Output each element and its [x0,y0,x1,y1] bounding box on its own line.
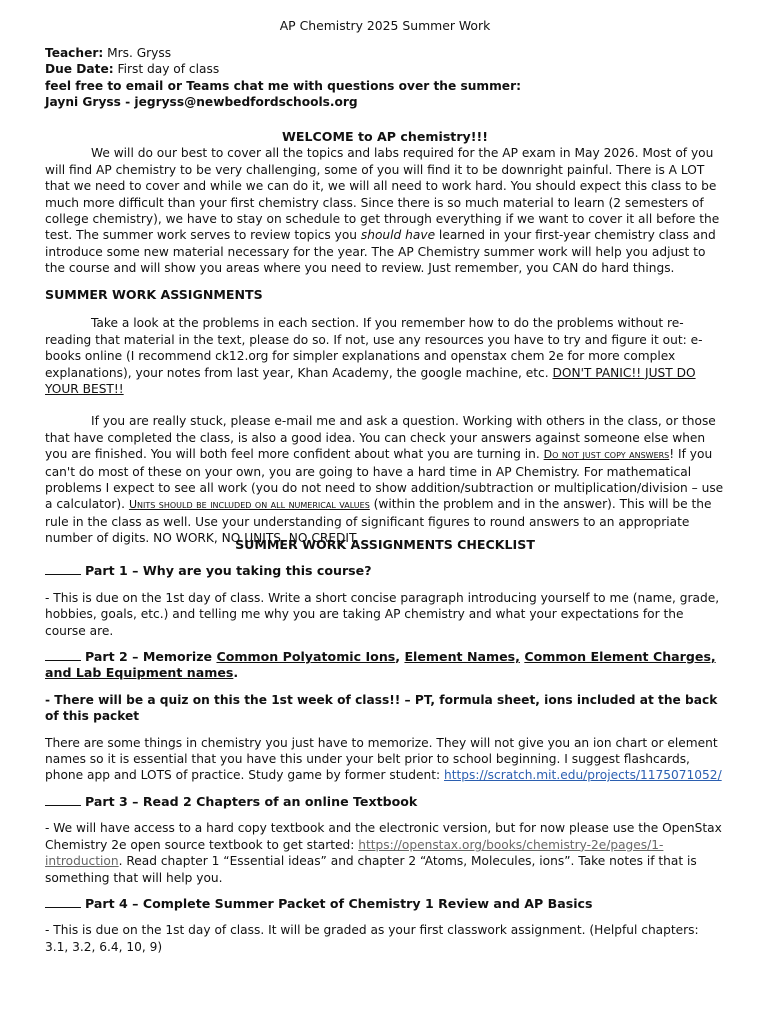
welcome-emphasis: should have [360,228,436,243]
welcome-text-a: We will do our best to cover all the topics and labs required for the AP exam in May 2026. Most of you will find AP chemistry to be very challenging, some of you will find it to be downright painful. There is A LOT that we need to cover and while we can do it, we will all need to work hard. You should expect this class to be much more difficult than your first chemistry class. Since there is so much material to learn (2 semesters of college chemistry), we have to stay on schedule to get through everything if we want to cover it all before the test. The summer work serves to review topics you [45,146,720,243]
welcome-text-b: learned in your first-year chemistry class and introduce some new material necessary for the year. The AP Chemistry summer work will help you adjust to the course and will show you areas where you need to review. Just remember, you CAN do hard things. [45,228,716,276]
contact-email: Jayni Gryss - jegryss@newbedfordschools.org [45,95,358,110]
part1-title: Part 1 – Why are you taking this course? [85,563,372,579]
part2-quiz-note: - There will be a quiz on this the 1st week of class!! – PT, formula sheet, ions included at the back of this packet [45,692,718,724]
part2-heading [45,649,725,682]
part3-text [45,820,725,886]
part3-heading [45,794,725,810]
part2-prefix: Part 2 – Memorize [85,649,217,665]
part2-polyatomic-ions: Common Polyatomic Ions [216,649,396,665]
teacher-line [45,45,725,61]
part2-sep-1: , [395,649,405,665]
part4-heading [45,896,725,912]
part1-checkbox-line [45,563,81,575]
due-date-label: Due Date: [45,62,114,77]
page-header-title: AP Chemistry 2025 Summer Work [279,18,491,33]
part2-body: There are some things in chemistry you just have to memorize. They will not give you an ion chart or element names so it is essential that you have this under your belt prior to school beginning. I suggest flashcards, phone app and LOTS of practice. Study game by former student: [45,735,718,783]
units-rule-text: Units should be included on all numerical values [128,498,370,512]
dont-panic-text: DON'T PANIC!! JUST DO YOUR BEST!! [45,365,696,397]
assignments-paragraph-2 [45,413,725,546]
checklist-title: SUMMER WORK ASSIGNMENTS CHECKLIST [235,537,535,552]
teacher-info [45,45,725,111]
part2-element-names: Element Names, [404,649,520,665]
part3-body-b: . Read chapter 1 “Essential ideas” and chapter 2 “Atoms, Molecules, ions”. Take notes if that is something that will help you. [45,854,697,885]
part2-text [45,735,725,784]
part3-title: Part 3 – Read 2 Chapters of an online Textbook [85,793,418,809]
contact-note: feel free to email or Teams chat me with questions over the summer: [45,78,521,93]
openstax-link[interactable]: https://openstax.org/books/chemistry-2e/pages/1-introduction [45,837,664,869]
part4-checkbox-line [45,896,81,908]
welcome-section [45,129,725,277]
part4-title: Part 4 – Complete Summer Packet of Chemistry 1 Review and AP Basics [85,895,593,911]
part3-checkbox-line [45,794,81,806]
part1-text: - This is due on the 1st day of class. Write a short concise paragraph introducing yourself to me (name, grade, hobbies, goals, etc.) and telling me why you are taking AP chemistry and what your expectations for the course are. [45,590,720,638]
assignments-section [45,287,725,547]
due-date-line [45,61,725,77]
assignments-paragraph-1 [45,315,725,397]
due-date-value: First day of class [113,62,220,77]
part2-charges-equipment: Common Element Charges, and Lab Equipment names [45,649,716,681]
assignments-text-2c: (within the problem and in the answer). This will be the rule in the class as well. Use your understanding of significant figures to round answers to an appropriate number of digits. NO WORK, NO UNITS, NO CREDIT. [45,497,712,546]
assignments-text-2b: ! If you can't do most of these on your own, you are going to have a hard time in AP Chemistry. For mathematical problems I expect to see all work (you do not need to show addition/subtraction or multiplication/division – use a calculator). [45,447,724,512]
assignments-text-1: Take a look at the problems in each section. If you remember how to do the problems without re-reading that material in the text, please do so. If not, use any resources you have to try and figure it out: e-books online (I recommend ck12.org for simpler explanations and openstax chem 2e for more complex explanations), your notes from last year, Khan Academy, the google machine, etc. [45,316,703,380]
welcome-paragraph [45,145,725,276]
checklist-section [45,537,725,955]
teacher-label: Teacher: [45,46,104,60]
no-copy-answers-text: Do not just copy answers [543,448,670,462]
teacher-name: Mrs. Gryss [103,46,172,60]
assignments-text-2a: If you are really stuck, please e-mail me and ask a question. Working with others in the class, or those that have completed the class, is also a good idea. You can check your answers against someone else when you are finished. You will both feel more confident about what you are turning in. [45,414,716,462]
part1-heading [45,563,725,579]
part2-checkbox-line [45,649,81,661]
part2-end: . [233,665,239,681]
assignments-title: SUMMER WORK ASSIGNMENTS [45,287,263,302]
welcome-title: WELCOME to AP chemistry!!! [282,129,488,144]
scratch-study-game-link[interactable]: https://scratch.mit.edu/projects/1175071052/ [444,768,722,783]
part3-body-a: - We will have access to a hard copy textbook and the electronic version, but for now please use the OpenStax Chemistry 2e open source textbook to get started: [45,821,722,852]
part4-text: - This is due on the 1st day of class. It will be graded as your first classwork assignment. (Helpful chapters: 3.1, 3.2, 6.4, 10, 9) [45,923,699,954]
